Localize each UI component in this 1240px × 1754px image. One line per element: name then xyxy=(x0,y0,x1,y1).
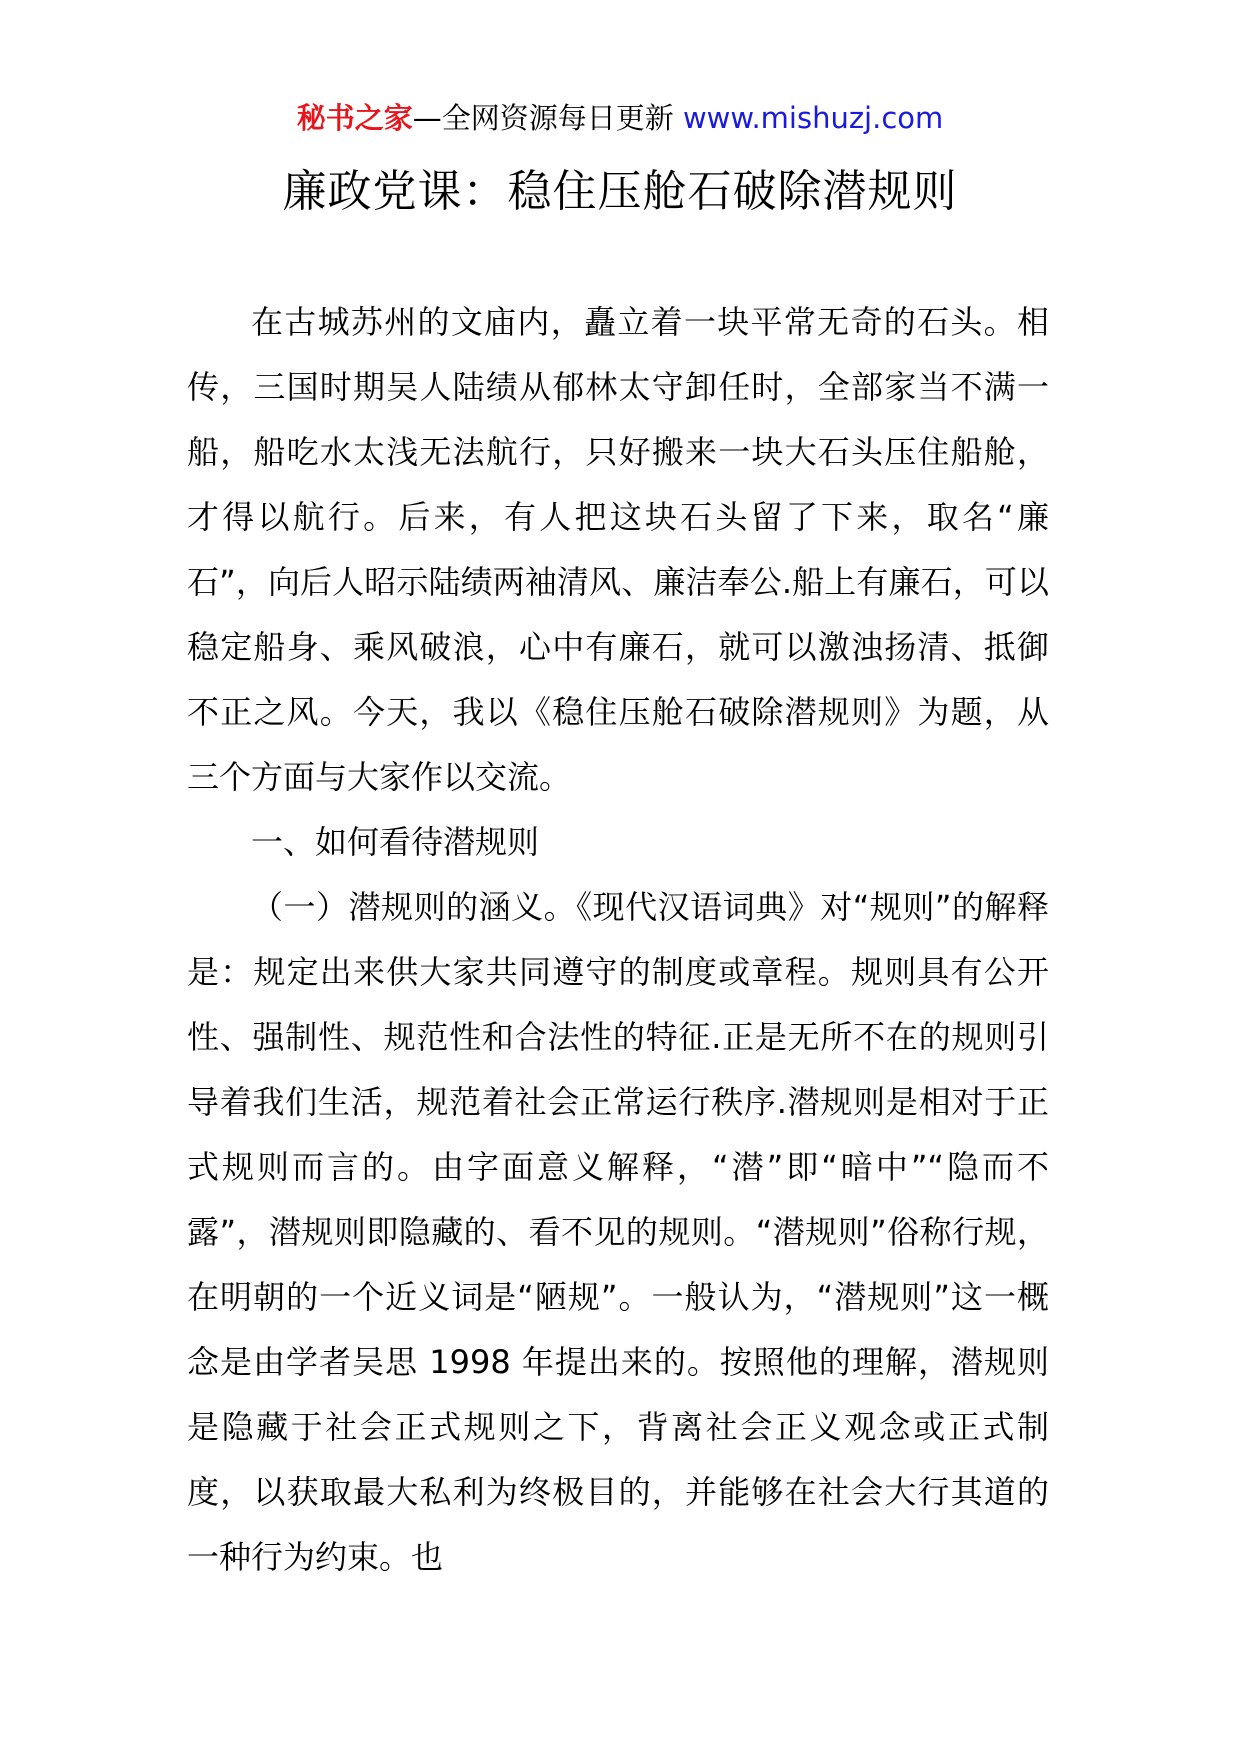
document-title: 廉政党课：稳住压舱石破除潜规则 xyxy=(282,166,958,217)
definition-paragraph: （一）潜规则的涵义。《现代汉语词典》对“规则”的解释是：规定出来供大家共同遵守的制度或章程。规则具有公开性、强制性、规范性和合法性的特征.正是无所不在的规则引导着我们生活，规范着社会正常运行秩序.潜规则是相对于正式规则而言的。由字面意义解释，“潜”即“暗中”“隐而不露”，潜规则即隐藏的、看不见的规则。“潜规则”俗称行规，在明朝的一个近义词是“陋规”。一般认为，“潜规则”这一概念是由学者吴思 1998 年提出来的。按照他的理解，潜规则是隐藏于社会正式规则之下，背离社会正义观念或正式制度，以获取最大私利为终极目的，并能够在社会大行其道的一种行为约束。也 xyxy=(187,888,1049,1576)
document-body xyxy=(187,290,1049,1590)
site-header xyxy=(0,98,1240,138)
site-url-link[interactable]: www.mishuzj.com xyxy=(682,101,944,135)
site-tagline: —全网资源每日更新 xyxy=(412,101,683,135)
site-brand: 秘书之家 xyxy=(296,101,413,135)
intro-paragraph: 在古城苏州的文庙内，矗立着一块平常无奇的石头。相传，三国时期吴人陆绩从郁林太守卸任时，全部家当不满一船，船吃水太浅无法航行，只好搬来一块大石头压住船舱，才得以航行。后来，有人把这块石头留了下来，取名“廉石”，向后人昭示陆绩两袖清风、廉洁奉公.船上有廉石，可以稳定船身、乘风破浪，心中有廉石，就可以激浊扬清、抵御不正之风。今天，我以《稳住压舱石破除潜规则》为题，从三个方面与大家作以交流。 xyxy=(187,303,1049,796)
section-heading: 一、如何看待潜规则 xyxy=(251,823,540,861)
